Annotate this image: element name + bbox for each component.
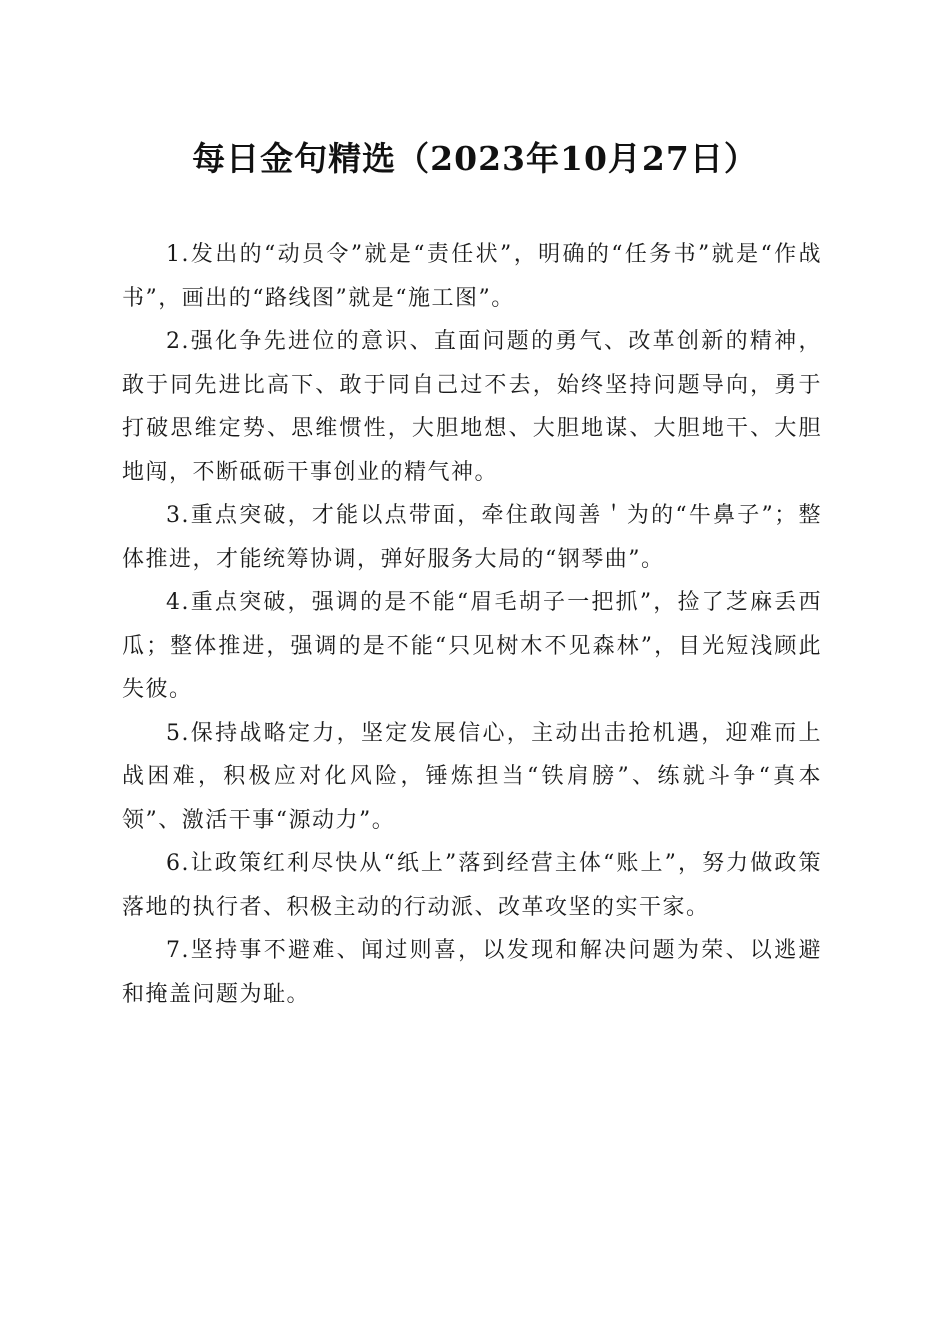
paragraph-7: 7.坚持事不避难、闻过则喜，以发现和解决问题为荣、以逃避和掩盖问题为耻。 bbox=[122, 938, 822, 1007]
paragraph-1: 1.发出的“动员令”就是“责任状”，明确的“任务书”就是“作战书”，画出的“路线图”就是“施工图”。 bbox=[122, 242, 822, 311]
paragraph-5: 5.保持战略定力，坚定发展信心，主动出击抢机遇，迎难而上战困难，积极应对化风险，锤炼担当“铁肩膀”、练就斗争“真本领”、激活干事“源动力”。 bbox=[122, 720, 822, 833]
paragraph-4: 4.重点突破，强调的是不能“眉毛胡子一把抓”，捡了芝麻丢西瓜；整体推进，强调的是不能“只见树木不见森林”，目光短浅顾此失彼。 bbox=[122, 590, 822, 702]
paragraph-6: 6.让政策红利尽快从“纸上”落到经营主体“账上”，努力做政策落地的执行者、积极主动的行动派、改革攻坚的实干家。 bbox=[122, 851, 822, 920]
paragraph-2: 2.强化争先进位的意识、直面问题的勇气、改革创新的精神，敢于同先进比高下、敢于同自己过不去，始终坚持问题导向，勇于打破思维定势、思维惯性，大胆地想、大胆地谋、大胆地干、大胆地闯，不断砥砺干事创业的精气神。 bbox=[122, 329, 822, 485]
document-body bbox=[122, 233, 822, 1016]
paragraph-3: 3.重点突破，才能以点带面，牵住敢闯善＇为的“牛鼻子”；整体推进，才能统筹协调，弹好服务大局的“钢琴曲”。 bbox=[122, 503, 822, 572]
document-title: 每日金句精选（2023年10月27日） bbox=[192, 139, 758, 178]
